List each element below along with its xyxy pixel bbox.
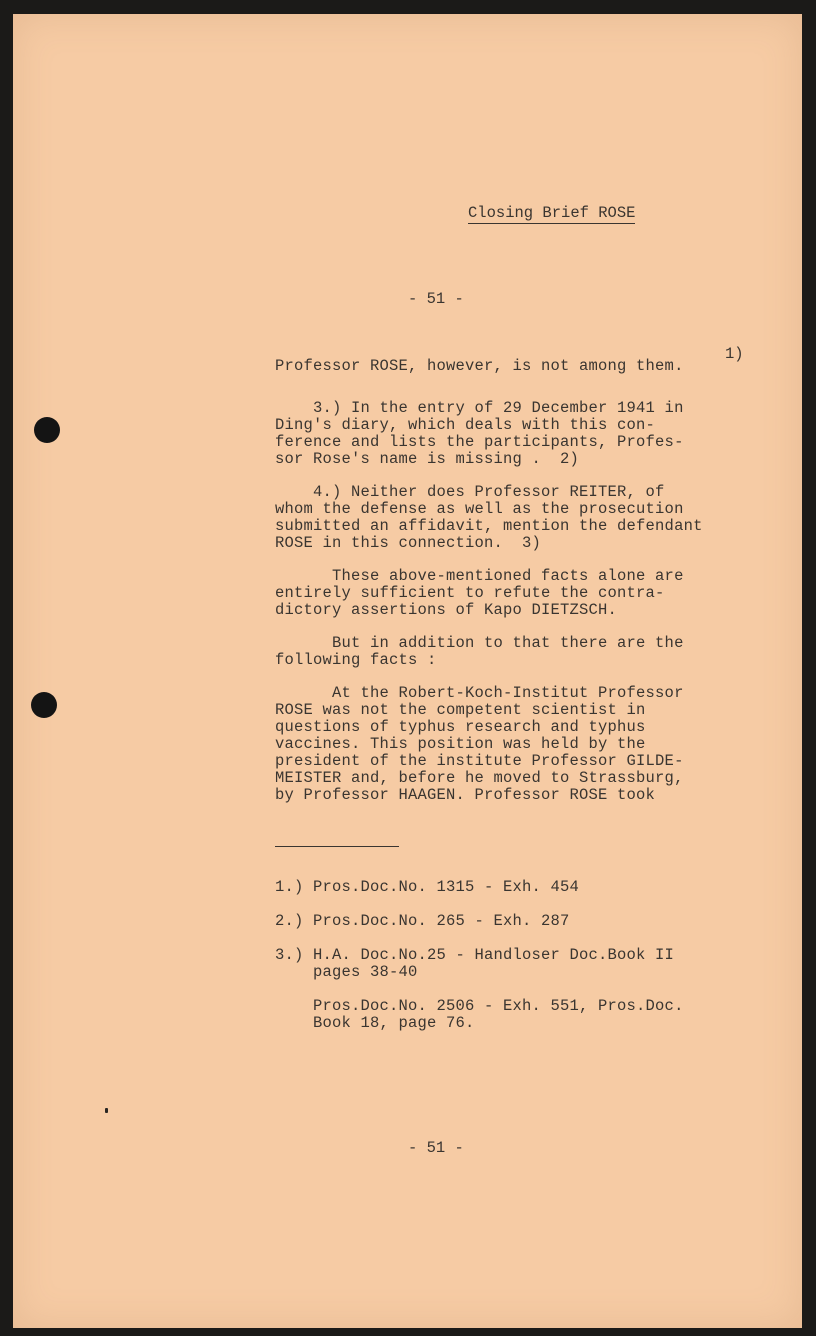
body-line: 4.) Neither does Professor REITER, of	[275, 483, 665, 501]
body-line: vaccines. This position was held by the	[275, 735, 646, 753]
body-line: entirely sufficient to refute the contra-	[275, 584, 665, 602]
body-line: following facts :	[275, 651, 437, 669]
body-line: questions of typhus research and typhus	[275, 718, 646, 736]
body-line: sor Rose's name is missing . 2)	[275, 450, 580, 468]
footnote-divider	[275, 846, 399, 847]
body-line: by Professor HAAGEN. Professor ROSE took	[275, 786, 656, 804]
page-number-bottom: - 51 -	[408, 1139, 464, 1157]
page-number-top: - 51 -	[408, 290, 464, 308]
body-line: whom the defense as well as the prosecution	[275, 500, 684, 518]
body-line: At the Robert-Koch-Institut Professor	[275, 684, 684, 702]
body-line: 3.) In the entry of 29 December 1941 in	[275, 399, 684, 417]
body-line: ROSE was not the competent scientist in	[275, 701, 646, 719]
body-line: These above-mentioned facts alone are	[275, 567, 684, 585]
body-line: submitted an affidavit, mention the defendant	[275, 517, 703, 535]
body-line: dictory assertions of Kapo DIETZSCH.	[275, 601, 618, 619]
footnote-line: pages 38-40	[275, 963, 418, 981]
body-line: Professor ROSE, however, is not among them.	[275, 357, 684, 375]
footnote-line: Pros.Doc.No. 2506 - Exh. 551, Pros.Doc.	[275, 997, 684, 1015]
punch-hole	[34, 417, 60, 443]
document-heading: Closing Brief ROSE	[468, 204, 636, 222]
footnote-line: 3.) H.A. Doc.No.25 - Handloser Doc.Book II	[275, 946, 675, 964]
punch-hole	[31, 692, 57, 718]
ink-speck	[105, 1108, 108, 1113]
body-line: president of the institute Professor GILDE-	[275, 752, 684, 770]
footnote-marker: 1)	[725, 345, 744, 363]
body-line: ference and lists the participants, Profes-	[275, 433, 684, 451]
footnote-line: 2.) Pros.Doc.No. 265 - Exh. 287	[275, 912, 570, 930]
body-line: Ding's diary, which deals with this con-	[275, 416, 656, 434]
body-line: MEISTER and, before he moved to Strassburg,	[275, 769, 684, 787]
footnote-line: 1.) Pros.Doc.No. 1315 - Exh. 454	[275, 878, 580, 896]
body-line: But in addition to that there are the	[275, 634, 684, 652]
document-page	[13, 14, 802, 1328]
footnote-line: Book 18, page 76.	[275, 1014, 475, 1032]
body-line: ROSE in this connection. 3)	[275, 534, 542, 552]
